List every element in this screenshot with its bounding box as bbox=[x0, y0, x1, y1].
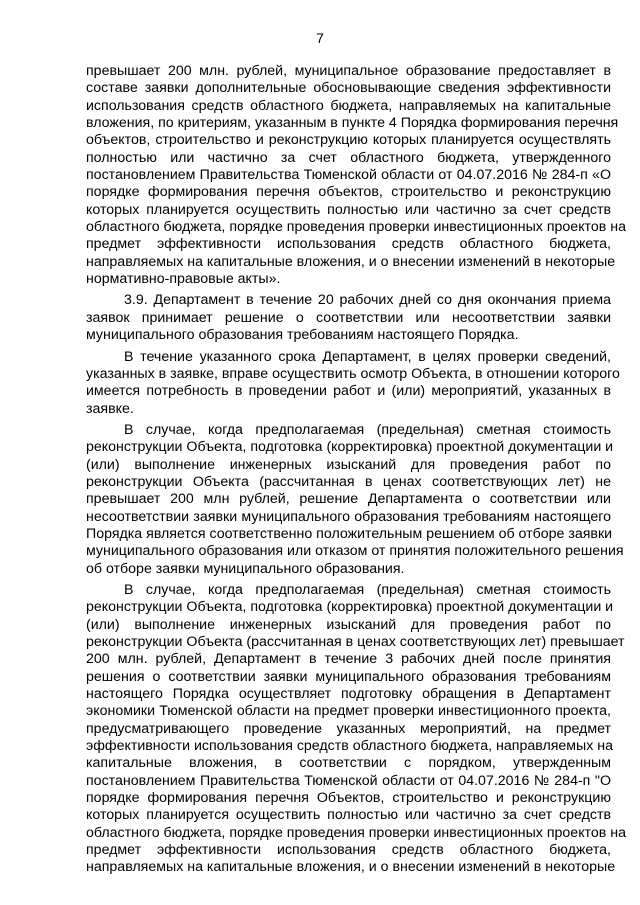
text-line: капитальные вложения, в соответствии с порядком, утвержденным bbox=[86, 755, 611, 772]
text-line: В случае, когда предполагаемая (предельная) сметная стоимость bbox=[124, 581, 611, 598]
text-line: реконструкции Объекта, подготовка (корректировка) проектной документации и bbox=[86, 599, 614, 616]
text-line: постановлением Правительства Тюменской области от 04.07.2016 № 284-п "О bbox=[86, 772, 611, 789]
text-line: направляемых на капитальные вложения, и о внесении изменений в некоторые bbox=[86, 859, 616, 876]
text-line: направляемых на капитальные вложения, и о внесении изменений в некоторые bbox=[86, 253, 616, 270]
page-number: 7 bbox=[316, 30, 324, 46]
text-line: реконструкции Объекта (рассчитанная в ценах соответствующих лет) не bbox=[86, 473, 611, 490]
text-line: 200 млн. рублей, Департамент в течение 3 рабочих дней после принятия bbox=[86, 651, 611, 668]
text-line: указанных в заявке, вправе осуществить осмотр Объекта, в отношении которого bbox=[86, 365, 620, 382]
text-line: В случае, когда предполагаемая (предельная) сметная стоимость bbox=[124, 421, 611, 438]
text-line: решения о соответствии заявки муниципального образования требованиям bbox=[86, 668, 611, 685]
text-line: муниципального образования требованиям настоящего Порядка. bbox=[86, 327, 519, 344]
text-line: которых планируется осуществить полностью или частично за счет средств bbox=[86, 201, 611, 218]
text-line: предмет эффективности использования средств областного бюджета, bbox=[86, 236, 611, 253]
text-line: полностью или частично за счет областного бюджета, утвержденного bbox=[86, 149, 611, 166]
text-line: вложения, по критериям, указанным в пункте 4 Порядка формирования перечня bbox=[86, 115, 619, 132]
text-line: муниципального образования или отказом от принятия положительного решения bbox=[86, 543, 624, 560]
text-line: объектов, строительство и реконструкцию которых планируется осуществлять bbox=[86, 132, 611, 149]
text-line: реконструкции Объекта, подготовка (корректировка) проектной документации и bbox=[86, 439, 614, 456]
text-line: превышает 200 млн. рублей, муниципальное образование предоставляет в bbox=[86, 63, 611, 79]
text-line: порядке формирования перечня Объектов, строительство и реконструкцию bbox=[86, 790, 611, 807]
text-line: (или) выполнение инженерных изысканий для проведения работ по bbox=[86, 616, 611, 633]
text-line: реконструкции Объекта (рассчитанная в ценах соответствующих лет) превышает bbox=[86, 634, 625, 650]
text-line: Порядка является соответственно положительным решением об отборе заявки bbox=[86, 525, 613, 542]
text-line: заявке. bbox=[86, 400, 134, 417]
text-line: несоответствии заявки муниципального образования требованиям настоящего bbox=[86, 508, 611, 525]
text-line: предмет эффективности использования средств областного бюджета, bbox=[86, 842, 611, 859]
text-line: заявок принимает решение о соответствии или несоответствии заявки bbox=[86, 309, 611, 326]
text-line: имеется потребность в проведении работ и (или) мероприятий, указанных в bbox=[86, 383, 611, 400]
text-line: эффективности использования средств областного бюджета, направляемых на bbox=[86, 738, 614, 755]
text-line: превышает 200 млн рублей, решение Департамента о соответствии или bbox=[86, 491, 611, 508]
paragraph bbox=[86, 581, 626, 877]
paragraph bbox=[86, 292, 611, 344]
text-line: предусматривающего проведение указанных мероприятий, на предмет bbox=[86, 720, 611, 737]
paragraph bbox=[86, 421, 624, 578]
text-line: нормативно-правовые акты». bbox=[86, 271, 281, 288]
text-line: 3.9. Департамент в течение 20 рабочих дней со дня окончания приема bbox=[124, 292, 611, 309]
text-line: использования средств областного бюджета, направляемых на капитальные bbox=[86, 97, 611, 114]
text-line: постановлением Правительства Тюменской области от 04.07.2016 № 284-п «О bbox=[86, 167, 611, 184]
paragraph bbox=[86, 348, 620, 418]
text-line: В течение указанного срока Департамент, в целях проверки сведений, bbox=[124, 348, 611, 365]
text-line: (или) выполнение инженерных изысканий для проведения работ по bbox=[86, 456, 611, 473]
text-line: экономики Тюменской области на предмет проверки инвестиционного проекта, bbox=[86, 703, 611, 720]
text-line: областного бюджета, порядке проведения проверки инвестиционных проектов на bbox=[86, 824, 626, 841]
text-line: которых планируется осуществить полностью или частично за счет средств bbox=[86, 807, 611, 824]
text-line: настоящего Порядка осуществляет подготовку обращения в Департамент bbox=[86, 686, 611, 703]
document-body bbox=[86, 63, 626, 881]
text-line: об отборе заявки муниципального образования. bbox=[86, 560, 405, 577]
paragraph bbox=[86, 63, 626, 288]
text-line: областного бюджета, порядке проведения проверки инвестиционных проектов на bbox=[86, 219, 626, 236]
text-line: порядке формирования перечня объектов, строительство и реконструкцию bbox=[86, 184, 611, 201]
text-line: составе заявки дополнительные обосновывающие сведения эффективности bbox=[86, 80, 611, 97]
